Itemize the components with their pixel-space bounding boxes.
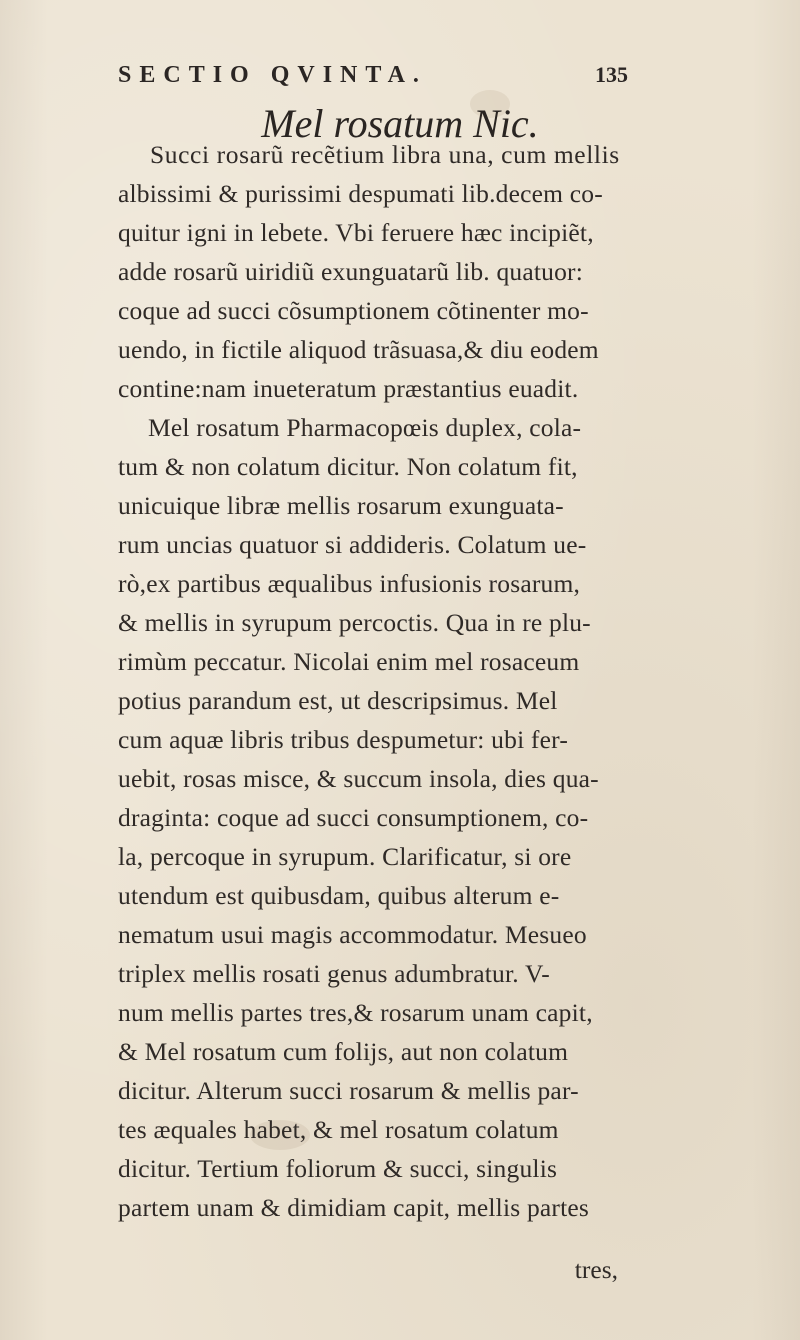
text-line: quitur igni in lebete. Vbi feruere hæc incipiẽt, [118,218,594,247]
text-line: potius parandum est, ut descripsimus. Mel [118,686,558,715]
text-line: rum uncias quatuor si addideris. Colatum ue- [118,530,587,559]
text-line: albissimi & purissimi despumati lib.decem co- [118,179,603,208]
text-line: draginta: coque ad succi consumptionem, co- [118,803,589,832]
page-number: 135 [595,62,628,87]
section-heading: SECTIO QVINTA. [118,62,427,88]
text-line: la, percoque in syrupum. Clarificatur, si ore [118,842,572,871]
text-line: partem unam & dimidiam capit, mellis partes [118,1193,590,1222]
text-line: num mellis partes tres,& rosarum unam capit, [118,998,593,1027]
text-line: coque ad succi cõsumptionem cõtinenter mo- [118,296,589,325]
catchword: tres, [574,1255,618,1284]
text-line: tum & non colatum dicitur. Non colatum fit, [118,452,578,481]
text-line: cum aquæ libris tribus despumetur: ubi fer- [118,725,569,754]
text-line: uebit, rosas misce, & succum insola, dies qua- [118,764,599,793]
text-line: rò,ex partibus æqualibus infusionis rosarum, [118,569,581,598]
text-line: unicuique libræ mellis rosarum exunguata- [118,491,564,520]
text-line: Succi rosarũ recẽtium libra una, cum mellis [150,140,620,169]
text-line: nematum usui magis accommodatur. Mesueo [118,920,587,949]
text-line: tes æquales habet, & mel rosatum colatum [118,1115,559,1144]
text-line: & Mel rosatum cum folijs, aut non colatum [118,1037,569,1066]
text-line: triplex mellis rosati genus adumbratur. V- [118,959,550,988]
recipe-title: Mel rosatum Nic. [261,101,539,146]
text-line: adde rosarũ uiridiũ exunguatarũ lib. quatuor: [118,257,584,286]
text-line: Mel rosatum Pharmacopœis duplex, cola- [148,413,582,442]
text-line: rimùm peccatur. Nicolai enim mel rosaceum [118,647,580,676]
text-line: uendo, in fictile aliquod trãsuasa,& diu eodem [118,335,599,364]
text-line: dicitur. Tertium foliorum & succi, singulis [118,1154,558,1183]
text-line: contine:nam inueteratum præstantius euadit. [118,374,579,403]
text-line: dicitur. Alterum succi rosarum & mellis par- [118,1076,579,1105]
text-line: & mellis in syrupum percoctis. Qua in re plu- [118,608,591,637]
running-head [118,62,628,96]
text-line: utendum est quibusdam, quibus alterum e- [118,881,560,910]
